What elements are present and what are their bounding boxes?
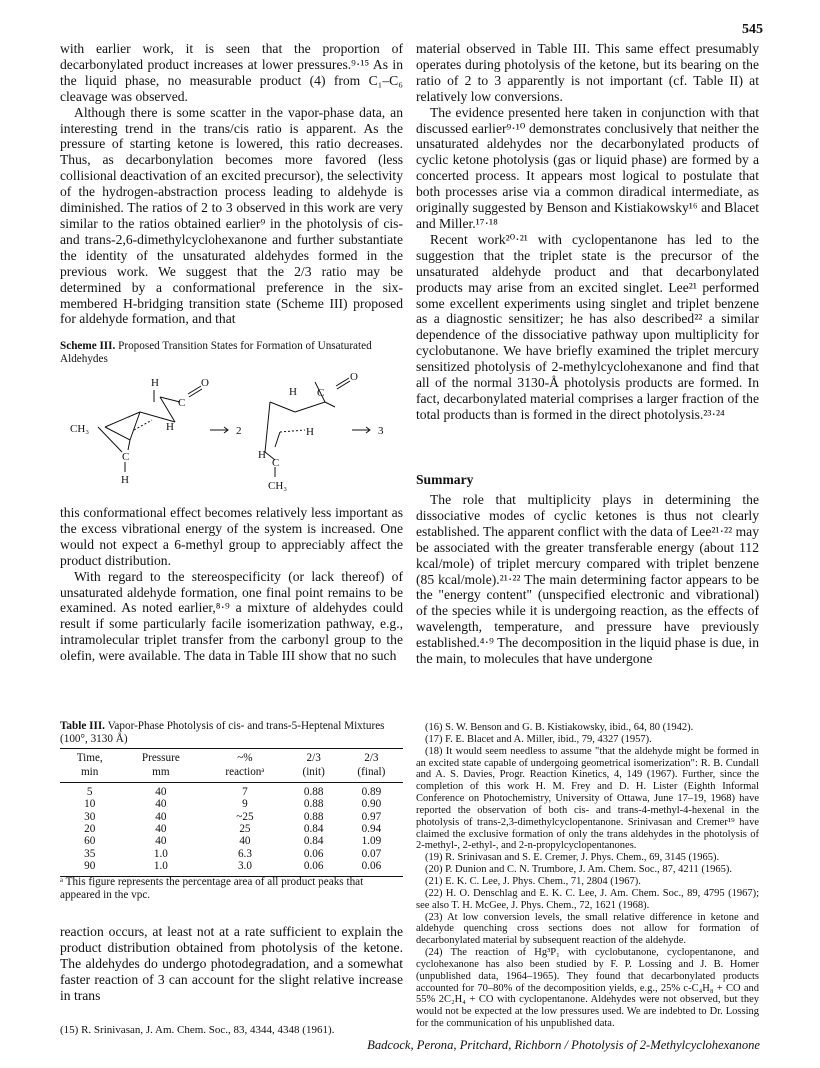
table-header: Time, xyxy=(60,749,119,766)
table-cell: 40 xyxy=(155,835,167,848)
scheme-label-o: O xyxy=(201,377,209,389)
reference: (22) H. O. Denschlag and E. K. C. Lee, J. Am. Chem. Soc., 89, 4795 (1967); see also T. H. McGee, J. Phys. Chem., 72, 1621 (1968). xyxy=(416,887,759,911)
reference: (21) E. K. C. Lee, J. Phys. Chem., 71, 2804 (1967). xyxy=(425,875,641,887)
table-header: min xyxy=(60,765,119,782)
table-cell: 90 xyxy=(60,860,119,876)
table-cell: 35 xyxy=(84,847,96,860)
reference: (18) It would seem needless to assume "that the aldehyde might be formed in an excited state capable of undergoing geometrical isomerization": R. B. Cundall and A. S. Davies, Progr. Reaction Kinetics, 4, 149 (1967). Further, since the completion of this work H. M. Frey and D. H. Lister (Eighth Informal Conference on Photochemistry, University of Ottawa, June 17–19, 1968) have reported the observation of both cis- and trans-4-methyl-4-hexenal in the photolysis of trans-2,3-dimethylcyclopentanone. Srinivasan and Cremer¹⁹ have claimed the exclusive formation of only the trans aldehydes in the photolysis of 2-methyl-, 2-ethyl-, and 2-n-propylcyclopentanones. xyxy=(416,745,759,852)
left-column-middle xyxy=(60,505,403,664)
scheme-label-c: C xyxy=(317,387,325,399)
table-cell: 40 xyxy=(155,798,167,811)
table-cell: 40 xyxy=(155,823,167,836)
page-number: 545 xyxy=(742,22,763,37)
table-cell: 25 xyxy=(239,823,251,836)
table-cell: 30 xyxy=(84,810,96,823)
scheme-label-ch3: CH₃ xyxy=(70,423,90,435)
table-cell: 40 xyxy=(239,835,251,848)
table-header: 2/3 xyxy=(288,749,340,766)
table-row xyxy=(60,835,403,847)
table-header: (init) xyxy=(288,765,340,782)
table-caption xyxy=(60,720,403,746)
scheme-label-h: H xyxy=(121,474,129,486)
scheme-product-3: 3 xyxy=(378,425,384,437)
table-header: 2/3 xyxy=(340,749,403,766)
paragraph: this conformational effect becomes relatively less important as the excess vibrational energy of the system is increased. One would not expect a 6-methyl group to appreciably affect the product distribution. xyxy=(60,505,403,568)
table-cell: 9 xyxy=(242,798,248,811)
table-cell: 5 xyxy=(86,785,93,798)
table-header: Pressure xyxy=(119,749,202,766)
section-heading-summary: Summary xyxy=(416,472,474,487)
footnote-15: (15) R. Srinivasan, J. Am. Chem. Soc., 83, 4344, 4348 (1961). xyxy=(60,1024,335,1036)
scheme-iii-diagram xyxy=(70,372,400,502)
paragraph: material observed in Table III. This same effect presumably operates during photolysis of the ketone, but its bearing on the ratio of 2 to 3 apparently is not important (cf. Table II) at relatively low conversions. xyxy=(416,41,759,104)
table-cell: 6.3 xyxy=(237,847,252,860)
table-row xyxy=(60,798,403,810)
right-column-top xyxy=(416,41,759,423)
scheme-label-c: C xyxy=(122,451,130,463)
table-cell: 0.06 xyxy=(340,860,403,876)
table-cell: 0.88 xyxy=(303,798,324,811)
reference: (24) The reaction of Hg³P₁ with cyclobutanone, cyclopentanone, and cyclohexanone has also been studied by F. P. Lossing and J. B. Homer (unpublished data, 1964–1965). They found that decarbonylated products accounted for 70–80% of the decomposition yields, e.g., 25% c-C₄H₈ + CO and 55% 2C₂H₄ + CO with cyclopentanone. Aldehydes were not observed, but they would not be expected at the low pressures used. We are indebted to Dr. Lossing for the communication of his unpublished data. xyxy=(416,947,759,1030)
table-header: mm xyxy=(119,765,202,782)
reference: (20) P. Dunion and C. N. Trumbore, J. Am. Chem. Soc., 87, 4211 (1965). xyxy=(425,864,733,876)
table-cell: 1.0 xyxy=(153,847,168,860)
scheme-label-ch3: CH₃ xyxy=(268,480,288,492)
scheme-label-c: C xyxy=(272,457,280,469)
paragraph: Although there is some scatter in the vapor-phase data, an interesting trend in the trans/cis ratio is apparent. As the pressure of starting ketone is lowered, this ratio decreases. Thus, as decarbonylation becomes more favored (less collisional deactivation of an excited precursor), the selectivity of the hydrogen-abstraction process leading to aldehyde is diminished. The ratios of 2 to 3 observed in this work are very similar to the ratios obtained earlier⁹ in the photolysis of cis- and trans-2,6-dimethylcyclohexanone and further substantiate the identity of the unsaturated aldehydes formed in the previous work. We suggest that the 2/3 ratio may be determined by a conformational preference in the six-membered H-bridging transition state (Scheme III) proposed for aldehyde formation, and that xyxy=(60,104,403,327)
table-cell: 0.90 xyxy=(361,798,382,811)
table-cell: 0.88 xyxy=(303,810,324,823)
table-cell: 40 xyxy=(155,785,167,798)
table-row xyxy=(60,823,403,835)
paragraph: The evidence presented here taken in conjunction with that discussed earlier⁹·¹⁰ demonstrates conclusively that neither the unsaturated aldehydes nor the decarbonylated products of cyclic ketone photolysis (gas or liquid phase) are formed by a concerted process. It appears most logical to postulate that both processes arise via a common diradical intermediate, as originally suggested by Benson and Kistiakowsky¹⁶ and Blacet and Miller.¹⁷·¹⁸ xyxy=(416,104,759,231)
left-column-top xyxy=(60,41,403,327)
scheme-label-c: C xyxy=(178,397,186,409)
reference: (16) S. W. Benson and G. B. Kistiakowsky, ibid., 64, 80 (1942). xyxy=(425,722,694,733)
table-cell: 0.84 xyxy=(303,823,324,836)
references xyxy=(416,722,759,1030)
scheme-label-h: H xyxy=(258,449,266,461)
table-cell: 60 xyxy=(84,835,96,848)
scheme-label-h: H xyxy=(289,386,297,398)
table-cell: 0.06 xyxy=(303,847,324,860)
table-cell: 1.0 xyxy=(119,860,202,876)
table-header: reactionᵃ xyxy=(202,765,287,782)
left-column-bottom xyxy=(60,924,403,1004)
table-cell: ~25 xyxy=(236,810,254,823)
table-cell: 1.09 xyxy=(361,835,382,848)
table-cell: 3.0 xyxy=(202,860,287,876)
table-cell: 7 xyxy=(242,785,248,798)
scheme-caption-label: Scheme III. xyxy=(60,340,116,352)
table-cell: 0.97 xyxy=(361,810,382,823)
table-row xyxy=(60,811,403,823)
page-footer: Badcock, Perona, Pritchard, Richborn / Photolysis of 2-Methylcyclohexanone xyxy=(367,1038,760,1052)
table-caption-text: Vapor-Phase Photolysis of cis- and trans-5-Heptenal Mixtures (100°, 3130 Å) xyxy=(60,720,385,745)
table-cell: 0.89 xyxy=(361,785,382,798)
table-cell: 0.06 xyxy=(288,860,340,876)
table-cell: 40 xyxy=(155,810,167,823)
table-footnote: ᵃ This figure represents the percentage area of all product peaks that appeared in the vpc. xyxy=(60,876,364,901)
table-iii xyxy=(60,748,403,877)
table-row xyxy=(60,848,403,860)
table-cell: 0.88 xyxy=(303,785,324,798)
reference: (17) F. E. Blacet and A. Miller, ibid., 79, 4327 (1957). xyxy=(425,733,652,745)
reference: (19) R. Srinivasan and S. E. Cremer, J. Phys. Chem., 69, 3145 (1965). xyxy=(425,852,720,864)
scheme-caption xyxy=(60,340,403,366)
scheme-label-h: H xyxy=(151,377,159,389)
table-cell: 0.07 xyxy=(361,847,382,860)
scheme-label-h: H xyxy=(306,426,314,438)
table-cell: 0.94 xyxy=(361,823,382,836)
paragraph: Recent work²⁰·²¹ with cyclopentanone has led to the suggestion that the triplet state is the precursor of the unsaturated aldehyde product and that decarbonylated products may arise from an excited singlet. Lee²¹ performed some excellent experiments using singlet and triplet benzene as a diagnostic sensitizer; he has also described²² a similar dependence of the dissociative pathway upon multiplicity for cyclobutanone. We have briefly examined the triplet mercury sensitized photolysis of 2-methylcyclohexanone and find that all of the normal 3130-Å photolysis products are formed. In fact, decarbonylated material comprises a larger fraction of the total products than is formed in the direct photolysis.²³·²⁴ xyxy=(416,231,759,422)
table-cell: 20 xyxy=(84,823,96,836)
paragraph: reaction occurs, at least not at a rate sufficient to explain the product distribution obtained from photolysis of the ketone. The aldehydes do undergo photodegradation, and a somewhat faster reaction of 3 can account for the slight relative increase in trans xyxy=(60,924,403,1003)
table-caption-label: Table III. xyxy=(60,720,105,732)
scheme-caption-text: Proposed Transition States for Formation of Unsaturated Aldehydes xyxy=(60,340,372,365)
paragraph: The role that multiplicity plays in determining the dissociative modes of cyclic ketones is thus not clearly established. The apparent conflict with the data of Lee²¹·²² may be associated with the greater transferable energy (about 112 kcal/mole) of triplet mercury compared with triplet benzene (85 kcal/mole).²¹·²² The main determining factor appears to be the "energy content" (unspecified electronic and vibrational) of the species while it is undergoing reaction, as the effects of wavelength, temperature, and pressure have previously established.⁴·⁹ The decomposition in the liquid phase is due, in the main, to molecules that have undergone xyxy=(416,492,759,667)
right-column-summary xyxy=(416,492,759,667)
paragraph: With regard to the stereospecificity (or lack thereof) of unsaturated aldehyde formation, one final point remains to be examined. As noted earlier,⁸·⁹ a mixture of aldehydes could result if some particularly facile isomerization pathway, e.g., intramolecular triplet transfer from the carbonyl group to the olefin, were available. The data in Table III show that no such xyxy=(60,568,403,664)
paragraph: with earlier work, it is seen that the proportion of decarbonylated product increases at lower pressures.⁹·¹⁵ As in the liquid phase, no measurable product (4) from C₁–C₆ cleavage was observed. xyxy=(60,41,403,104)
table-cell: 0.84 xyxy=(303,835,324,848)
scheme-label-o: O xyxy=(350,372,358,383)
table-header: (final) xyxy=(340,765,403,782)
table-cell: 10 xyxy=(84,798,96,811)
reference: (23) At low conversion levels, the small relative difference in ketone and aldehyde quenching cross sections does not allow for formation of decarbonylated material by subsequent reaction of the aldehyde. xyxy=(416,911,759,947)
table-header: ~% xyxy=(202,749,287,766)
scheme-product-2: 2 xyxy=(236,425,242,437)
scheme-label-h: H xyxy=(166,421,174,433)
table-row xyxy=(60,860,403,876)
table-row xyxy=(60,782,403,798)
